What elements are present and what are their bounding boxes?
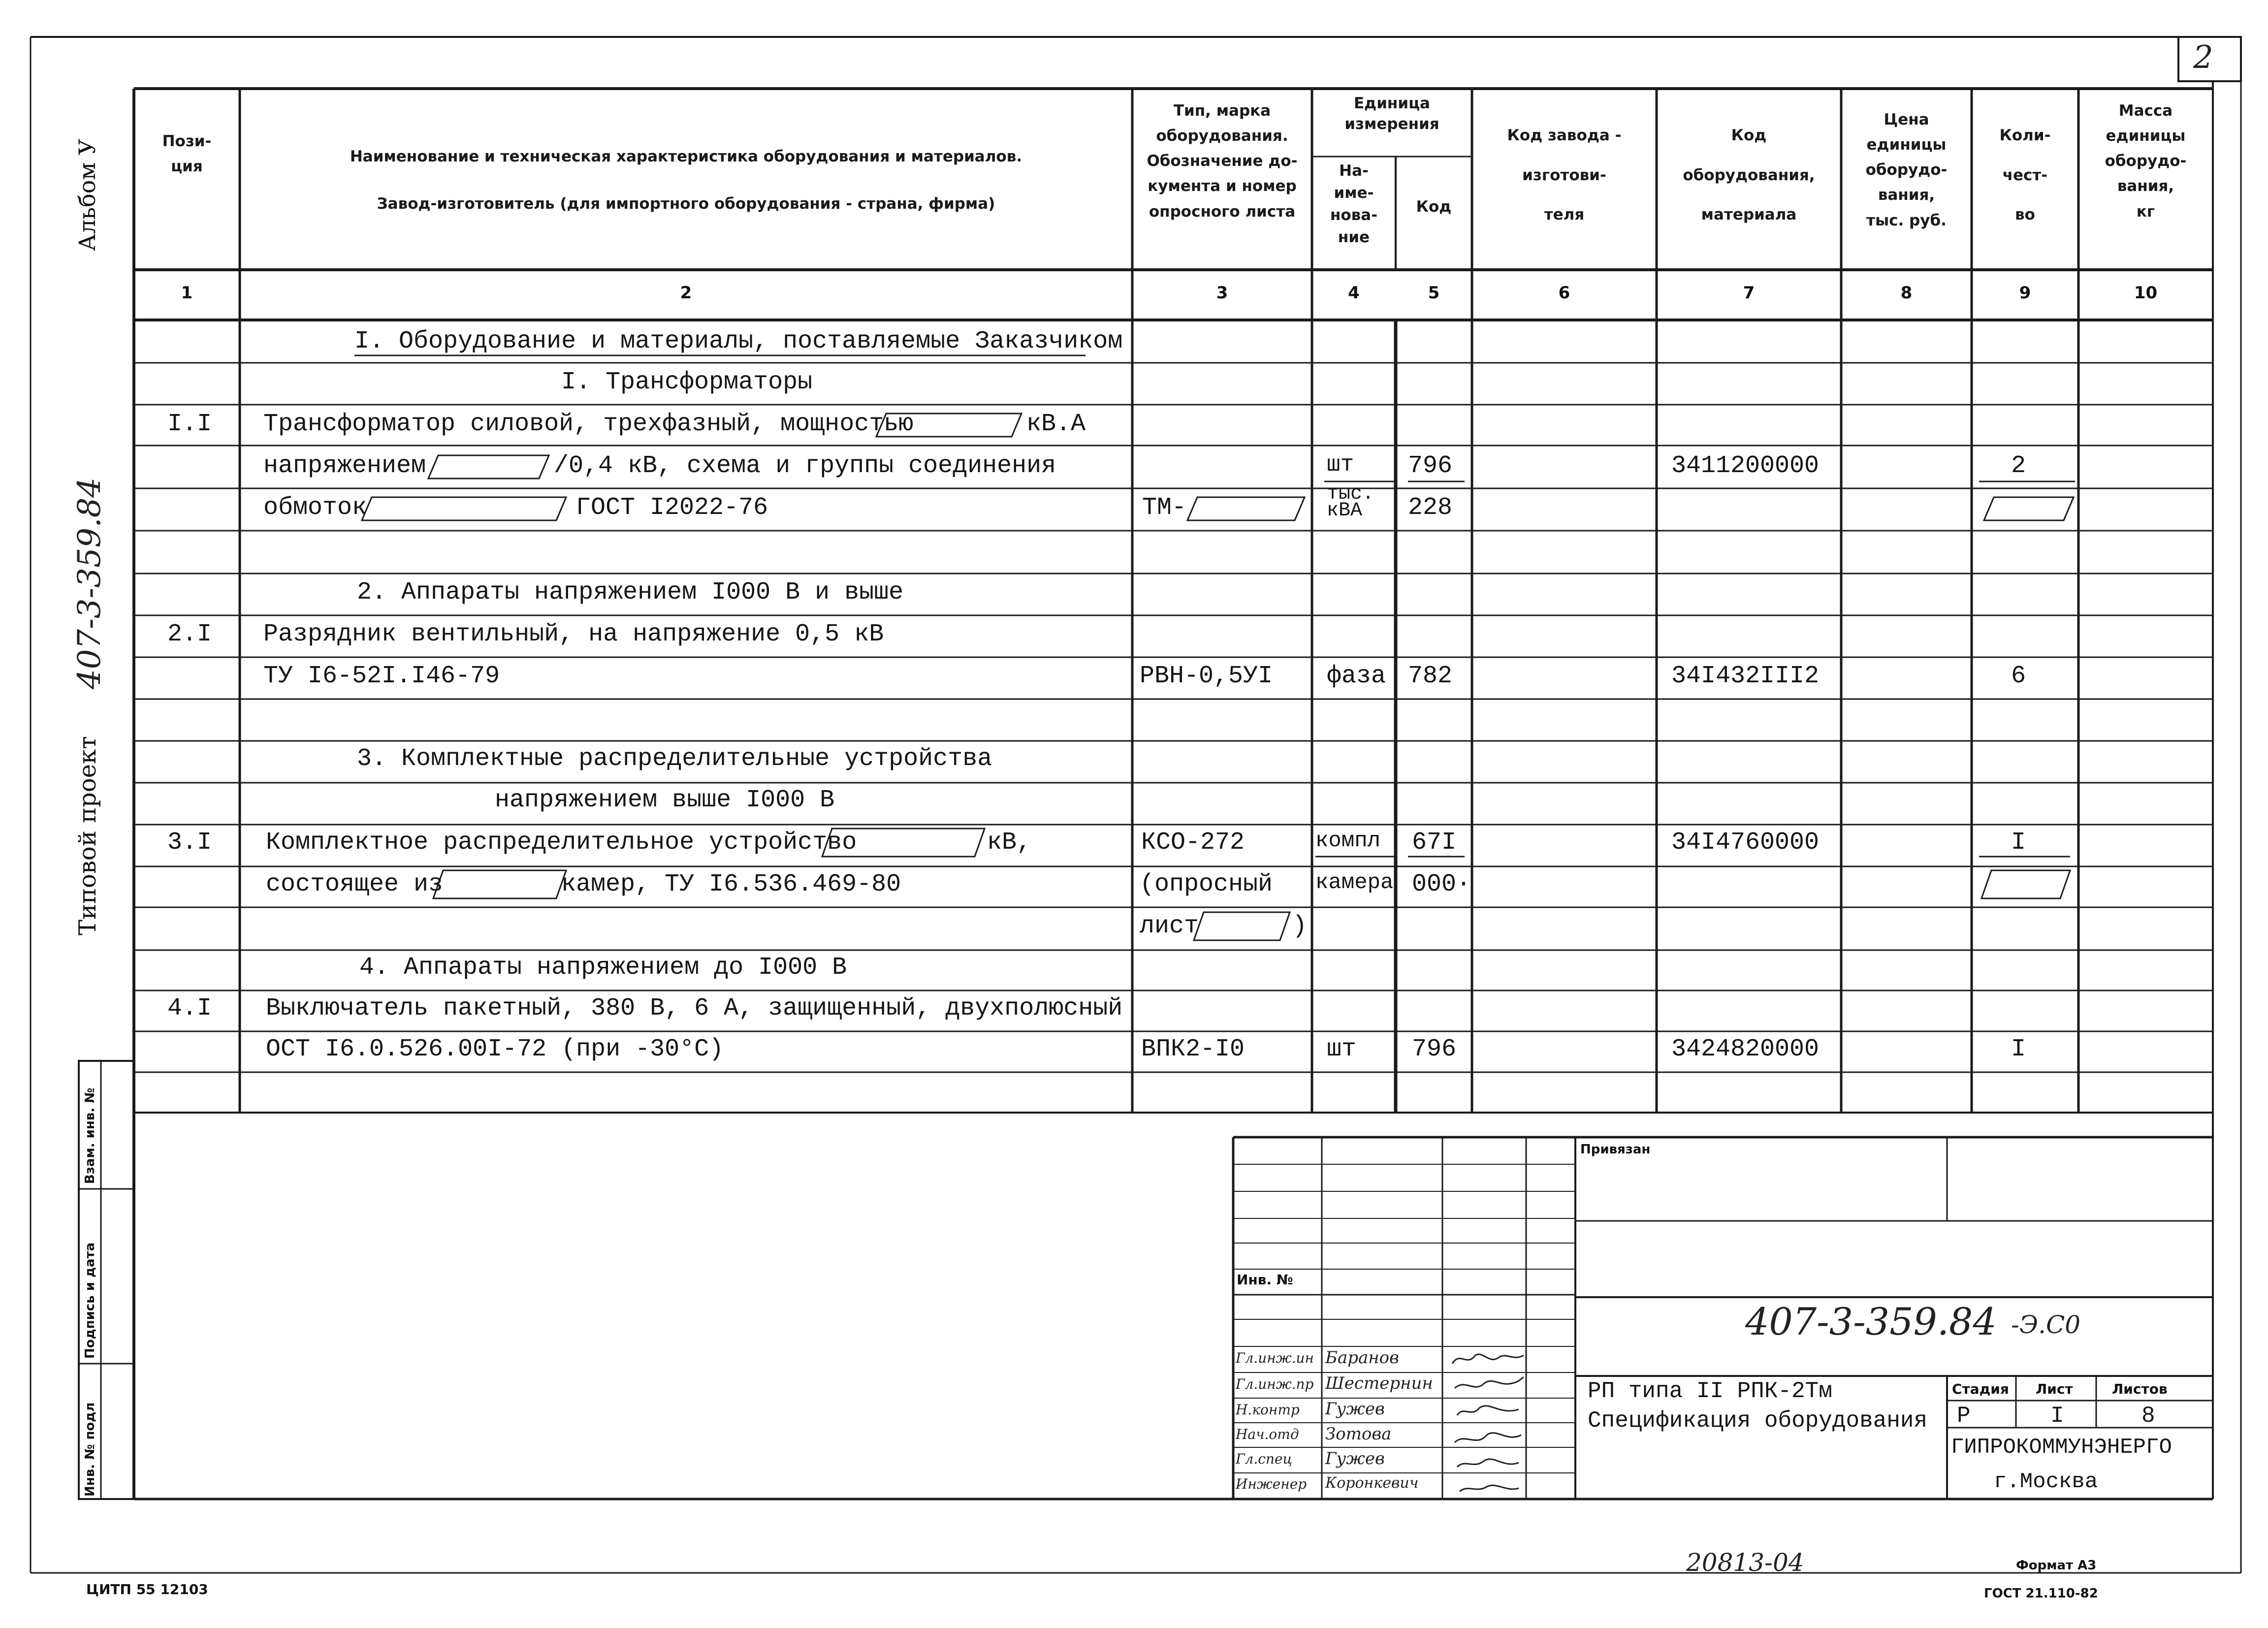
col-number: 1 <box>181 283 193 303</box>
row-quantity: 2 <box>2011 452 2026 480</box>
col-number: 10 <box>2134 283 2158 303</box>
row-unit: шт <box>1327 452 1354 478</box>
doc-code: 407-3-359.84 <box>1745 1300 1997 1343</box>
col-number: 5 <box>1428 283 1440 303</box>
row-unit: камера <box>1315 870 1394 895</box>
doc-suffix: -Э.С0 <box>2011 1310 2081 1339</box>
row-unit-code: 796 <box>1408 452 1453 480</box>
col-number: 4 <box>1348 283 1360 303</box>
header-unit: Единица измерения <box>1344 95 1439 133</box>
row-name: Трансформатор силовой, трехфазный, мощностью <box>263 410 914 438</box>
corner-sheet-number: 2 <box>2193 39 2213 76</box>
sheets-label: Листов <box>2112 1381 2168 1397</box>
row-position: 3.I <box>167 829 212 857</box>
row-name: ТУ I6-52I.I46-79 <box>263 662 500 690</box>
section-heading: 2. Аппараты напряжением I000 В и выше <box>357 578 904 607</box>
stage-label: Стадия <box>1952 1381 2009 1397</box>
header-price: Цена единицы оборудо- вания, тыс. руб. <box>1865 111 1948 229</box>
footer-gost: ГОСТ 21.110-82 <box>1984 1586 2098 1601</box>
row-name: напряжением <box>263 452 426 480</box>
row-quantity: I <box>2011 1035 2026 1063</box>
header-factory-code: Код завода - изготови- теля <box>1507 127 1622 224</box>
role: Гл.инж.ин <box>1236 1350 1314 1366</box>
person-name: Шестернин <box>1325 1373 1433 1393</box>
row-name: Выключатель пакетный, 380 В, 6 А, защищенный, двухполюсный <box>266 994 1123 1022</box>
person-name: Коронкевич <box>1325 1474 1419 1492</box>
row-unit-code: 000· <box>1412 870 1471 898</box>
footer-left: ЦИТП 55 12103 <box>86 1581 208 1597</box>
signatures <box>1445 1346 1529 1499</box>
row-name-end: камер, ТУ I6.536.469-80 <box>561 870 901 898</box>
row-name: Разрядник вентильный, на напряжение 0,5 кВ <box>263 620 884 648</box>
role: Нач.отд <box>1236 1426 1299 1442</box>
title-line-1: РП типа II РПК-2Тм <box>1588 1378 1832 1404</box>
col-number: 7 <box>1743 283 1755 303</box>
stamp-signature-date: Подпись и дата <box>83 1242 97 1359</box>
role: Гл.спец <box>1236 1451 1293 1467</box>
row-unit-code: 67I <box>1412 829 1457 857</box>
role: Н.контр <box>1236 1402 1300 1418</box>
row-position: 4.I <box>167 994 212 1022</box>
row-quantity: I <box>2011 829 2026 857</box>
row-material-code: 34I4760000 <box>1671 829 1820 857</box>
col-number: 9 <box>2019 283 2031 303</box>
row-name-end: /0,4 кВ, схема и группы соединения <box>554 452 1056 480</box>
col-number: 8 <box>1900 283 1913 303</box>
album-label: Альбом У <box>74 138 100 251</box>
typical-project-label: Типовой проект <box>74 736 101 935</box>
sheet-value: I <box>2050 1403 2064 1429</box>
header-quantity: Коли- чест- во <box>1999 127 2051 224</box>
sheets-value: 8 <box>2141 1403 2155 1429</box>
org-name: ГИПРОКОММУНЭНЕРГО <box>1951 1435 2172 1460</box>
row-name: состоящее из <box>266 870 444 898</box>
row-name: обмоток <box>263 494 367 522</box>
person-name: Баранов <box>1325 1348 1399 1368</box>
row-name: Комплектное распределительное устройство <box>266 829 857 857</box>
col-number: 2 <box>680 283 692 303</box>
row-type: лист <box>1140 912 1199 940</box>
privyazan-label: Привязан <box>1580 1142 1651 1157</box>
row-position: I.I <box>167 410 212 438</box>
row-unit-code: 796 <box>1412 1035 1457 1063</box>
row-type: КСО-272 <box>1141 829 1245 857</box>
row-name-end: кВ, <box>987 829 1032 857</box>
header-material-code: Код оборудования, материала <box>1683 127 1815 224</box>
row-type-end: ) <box>1292 912 1308 940</box>
row-unit: фаза <box>1327 662 1386 690</box>
header-position: Пози- ция <box>162 132 212 176</box>
row-unit: шт <box>1327 1035 1357 1063</box>
subsection-heading: I. Трансформаторы <box>561 368 813 396</box>
title-line-2: Спецификация оборудования <box>1588 1408 1928 1434</box>
section-heading: 3. Комплектные распределительные устройства <box>357 745 992 773</box>
section-heading-cont: напряжением выше I000 В <box>495 786 835 814</box>
role: Инженер <box>1236 1476 1307 1492</box>
row-quantity: 6 <box>2011 662 2026 690</box>
project-code-side: 407-3-359.84 <box>71 477 108 689</box>
header-mass: Масса единицы оборудо- вания, кг <box>2105 102 2187 221</box>
person-name: Зотова <box>1325 1424 1392 1444</box>
row-name-end: ГОСТ I2022-76 <box>576 494 768 522</box>
row-name-end: кВ.А <box>1026 410 1086 438</box>
row-unit: тыс. кВА <box>1327 483 1374 522</box>
sheet-label: Лист <box>2036 1381 2073 1397</box>
row-material-code: 34I432III2 <box>1671 662 1820 690</box>
row-unit-code: 228 <box>1408 494 1453 522</box>
row-material-code: 3424820000 <box>1671 1035 1820 1063</box>
stage-value: Р <box>1957 1403 1971 1429</box>
col-number: 6 <box>1558 283 1570 303</box>
row-unit: компл <box>1315 829 1381 853</box>
footer-format: Формат А3 <box>2016 1558 2097 1573</box>
inv-label: Инв. № <box>1237 1272 1293 1288</box>
header-unit-code: Код <box>1416 198 1452 216</box>
section-heading: 4. Аппараты напряжением до I000 В <box>359 954 847 982</box>
footer-handwritten-number: 20813-04 <box>1686 1548 1804 1577</box>
role: Гл.инж.пр <box>1236 1376 1314 1392</box>
header-unit-name: На- име- нова- ние <box>1330 162 1378 246</box>
person-name: Гужев <box>1325 1399 1385 1419</box>
row-material-code: 3411200000 <box>1671 452 1820 480</box>
row-type: ТМ- <box>1142 494 1187 522</box>
row-name: ОСТ I6.0.526.00I-72 (при -30°С) <box>266 1035 724 1063</box>
header-name: Наименование и техническая характеристика оборудования и материалов. Завод-изготовитель (для импортного оборудования - страна, фирма) <box>350 148 1022 213</box>
row-position: 2.I <box>167 620 212 648</box>
row-type: РВН-0,5УI <box>1140 662 1273 690</box>
row-type: (опросный <box>1140 870 1273 898</box>
section-heading: I. Оборудование и материалы, поставляемые Заказчиком <box>354 327 1123 355</box>
person-name: Гужев <box>1325 1449 1385 1468</box>
stamp-vzam-inv: Взам. инв. № <box>83 1087 97 1184</box>
stamp-inv-podl: Инв. № подл <box>83 1402 97 1497</box>
header-type: Тип, марка оборудования. Обозначение до- кумента и номер опросного листа <box>1147 102 1298 221</box>
row-unit-code: 782 <box>1408 662 1453 690</box>
org-city: г.Москва <box>1994 1469 2098 1494</box>
row-type: ВПК2-I0 <box>1141 1035 1245 1063</box>
col-number: 3 <box>1216 283 1228 303</box>
